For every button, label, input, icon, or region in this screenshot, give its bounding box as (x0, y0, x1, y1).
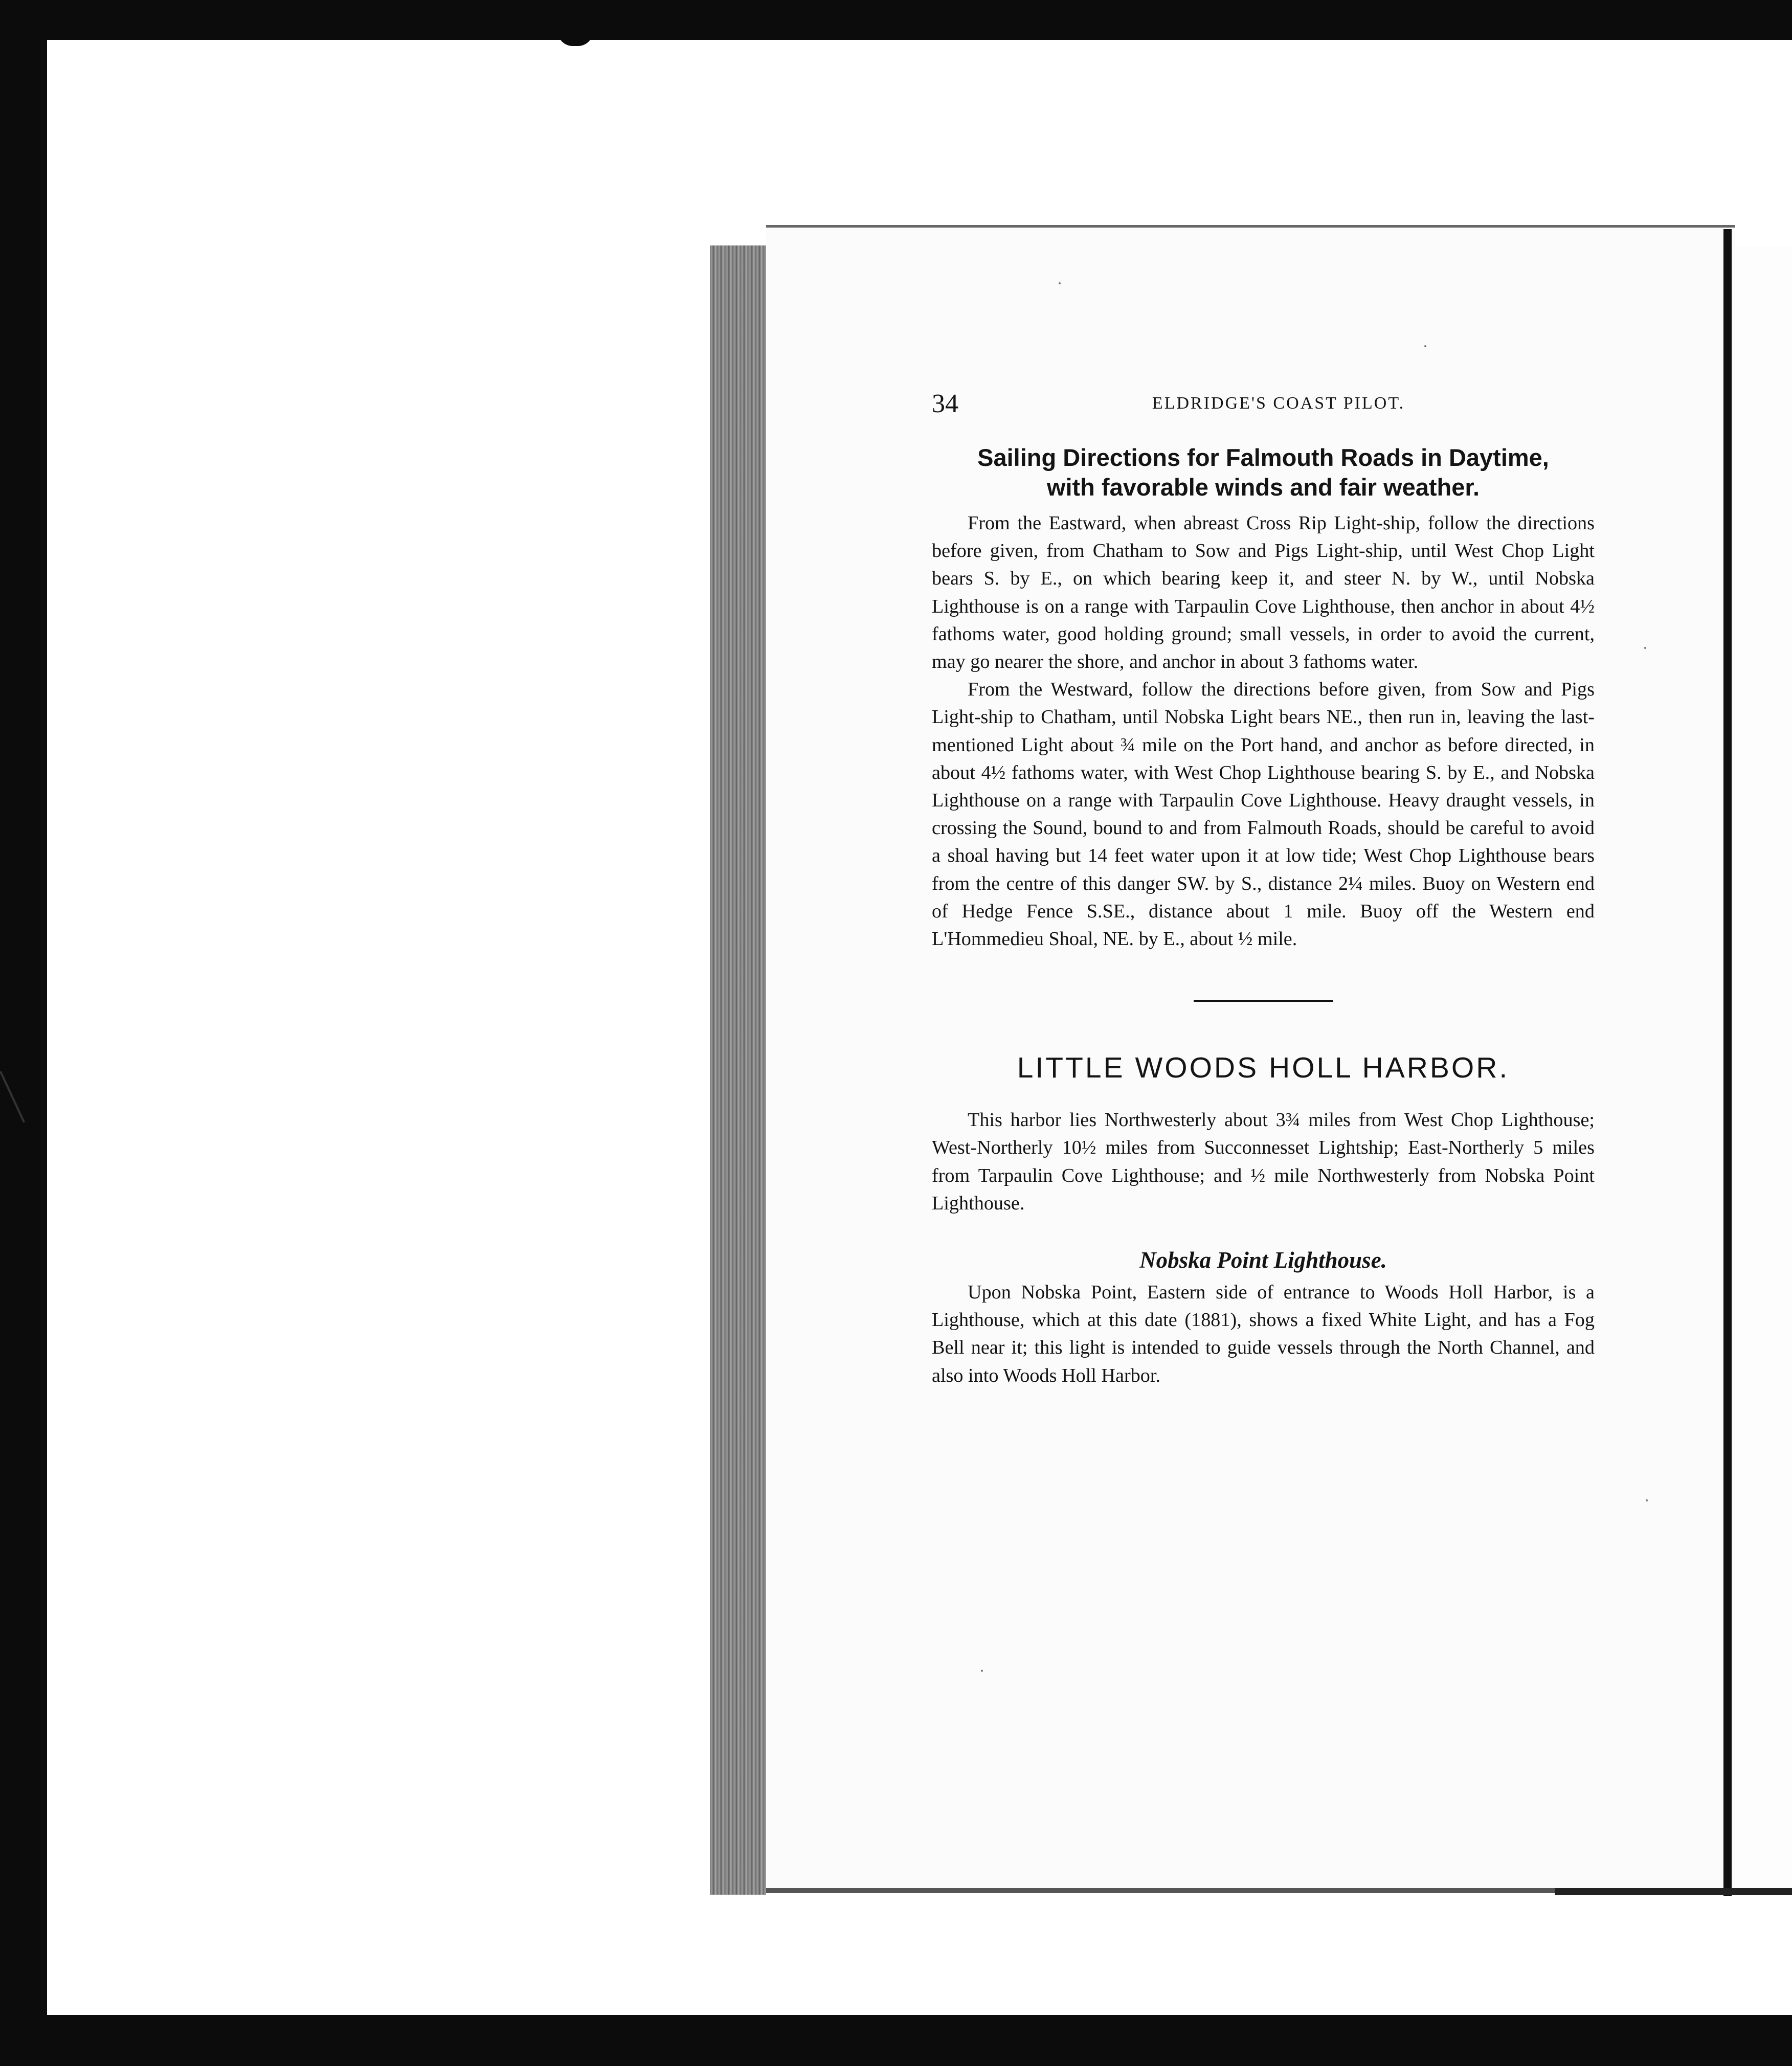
lighthouse-heading: Nobska Point Lighthouse. (1139, 1247, 1387, 1273)
sailing-heading-line-1: Sailing Directions for Falmouth Roads in Daytime, (977, 444, 1549, 471)
paragraph-from-westward: From the Westward, follow the directions before given, from Sow and Pigs Light-ship to Chatham, until Nobska Light bears NE., then run in, leaving the last-mentioned Light about ¾ mile on the Port hand, and anchor as before directed, in about 4½ fathoms water, with West Chop Lighthouse bearing S. by E., and Nobska Lighthouse on a range with Tarpaulin Cove Lighthouse. Heavy draught vessels, in crossing the Sound, bound to and from Falmouth Roads, should be careful to avoid a shoal having but 14 feet water upon it at low tide; West Chop Lighthouse bears from the centre of this danger SW. by S., distance 2¼ miles. Buoy on Western end of Hedge Fence S.SE., distance about 1 mile. Buoy off the Western end L'Hommedieu Shoal, NE. by E., about ½ mile. (932, 679, 1595, 950)
facing-page-edge (1735, 245, 1792, 1892)
film-border-left (0, 0, 47, 2066)
book-page-edges (710, 245, 766, 1895)
speck (1424, 345, 1426, 347)
page-number: 34 (932, 389, 958, 418)
film-notch (557, 15, 593, 46)
film-border-bottom (0, 2015, 1792, 2066)
paragraph-harbor: This harbor lies Northwesterly about 3¾ miles from West Chop Lighthouse; West-Northerly 10½ miles from Succonnesset Lightship; East-Northerly 5 miles from Tarpaulin Cove Lighthouse; and ½ mile Northwesterly from Nobska Point Lighthouse. (932, 1109, 1595, 1214)
paragraph-lighthouse: Upon Nobska Point, Eastern side of entrance to Woods Holl Harbor, is a Lighthouse, which at this date (1881), shows a fixed White Light, and has a Fog Bell near it; this light is intended to guide vessels through the North Channel, and also into Woods Holl Harbor. (932, 1282, 1595, 1386)
paragraph-from-eastward: From the Eastward, when abreast Cross Rip Light-ship, follow the directions before given, from Chatham to Sow and Pigs Light-ship, until West Chop Light bears S. by E., on which bearing keep it, and steer N. by W., until Nobska Lighthouse is on a range with Tarpaulin Cove Lighthouse, then anchor in about 4½ fathoms water, good holding ground; small vessels, in order to avoid the current, may go nearer the shore, and anchor in about 3 fathoms water. (932, 512, 1595, 673)
speck (1059, 282, 1061, 284)
facing-page-bottom (1555, 1888, 1792, 1895)
binding-rule (1723, 229, 1732, 1896)
speck (1646, 1499, 1648, 1501)
speck (1644, 647, 1646, 649)
harbor-heading: LITTLE WOODS HOLL HARBOR. (1017, 1051, 1510, 1085)
speck (981, 1670, 983, 1672)
page-text-block (932, 378, 1595, 1389)
sailing-heading-line-2: with favorable winds and fair weather. (1046, 474, 1480, 501)
sailing-directions-heading (932, 443, 1595, 502)
film-border-top (0, 0, 1792, 40)
running-head (932, 378, 1595, 424)
section-divider (1194, 1000, 1333, 1002)
running-title: ELDRIDGE'S COAST PILOT. (1152, 394, 1405, 413)
